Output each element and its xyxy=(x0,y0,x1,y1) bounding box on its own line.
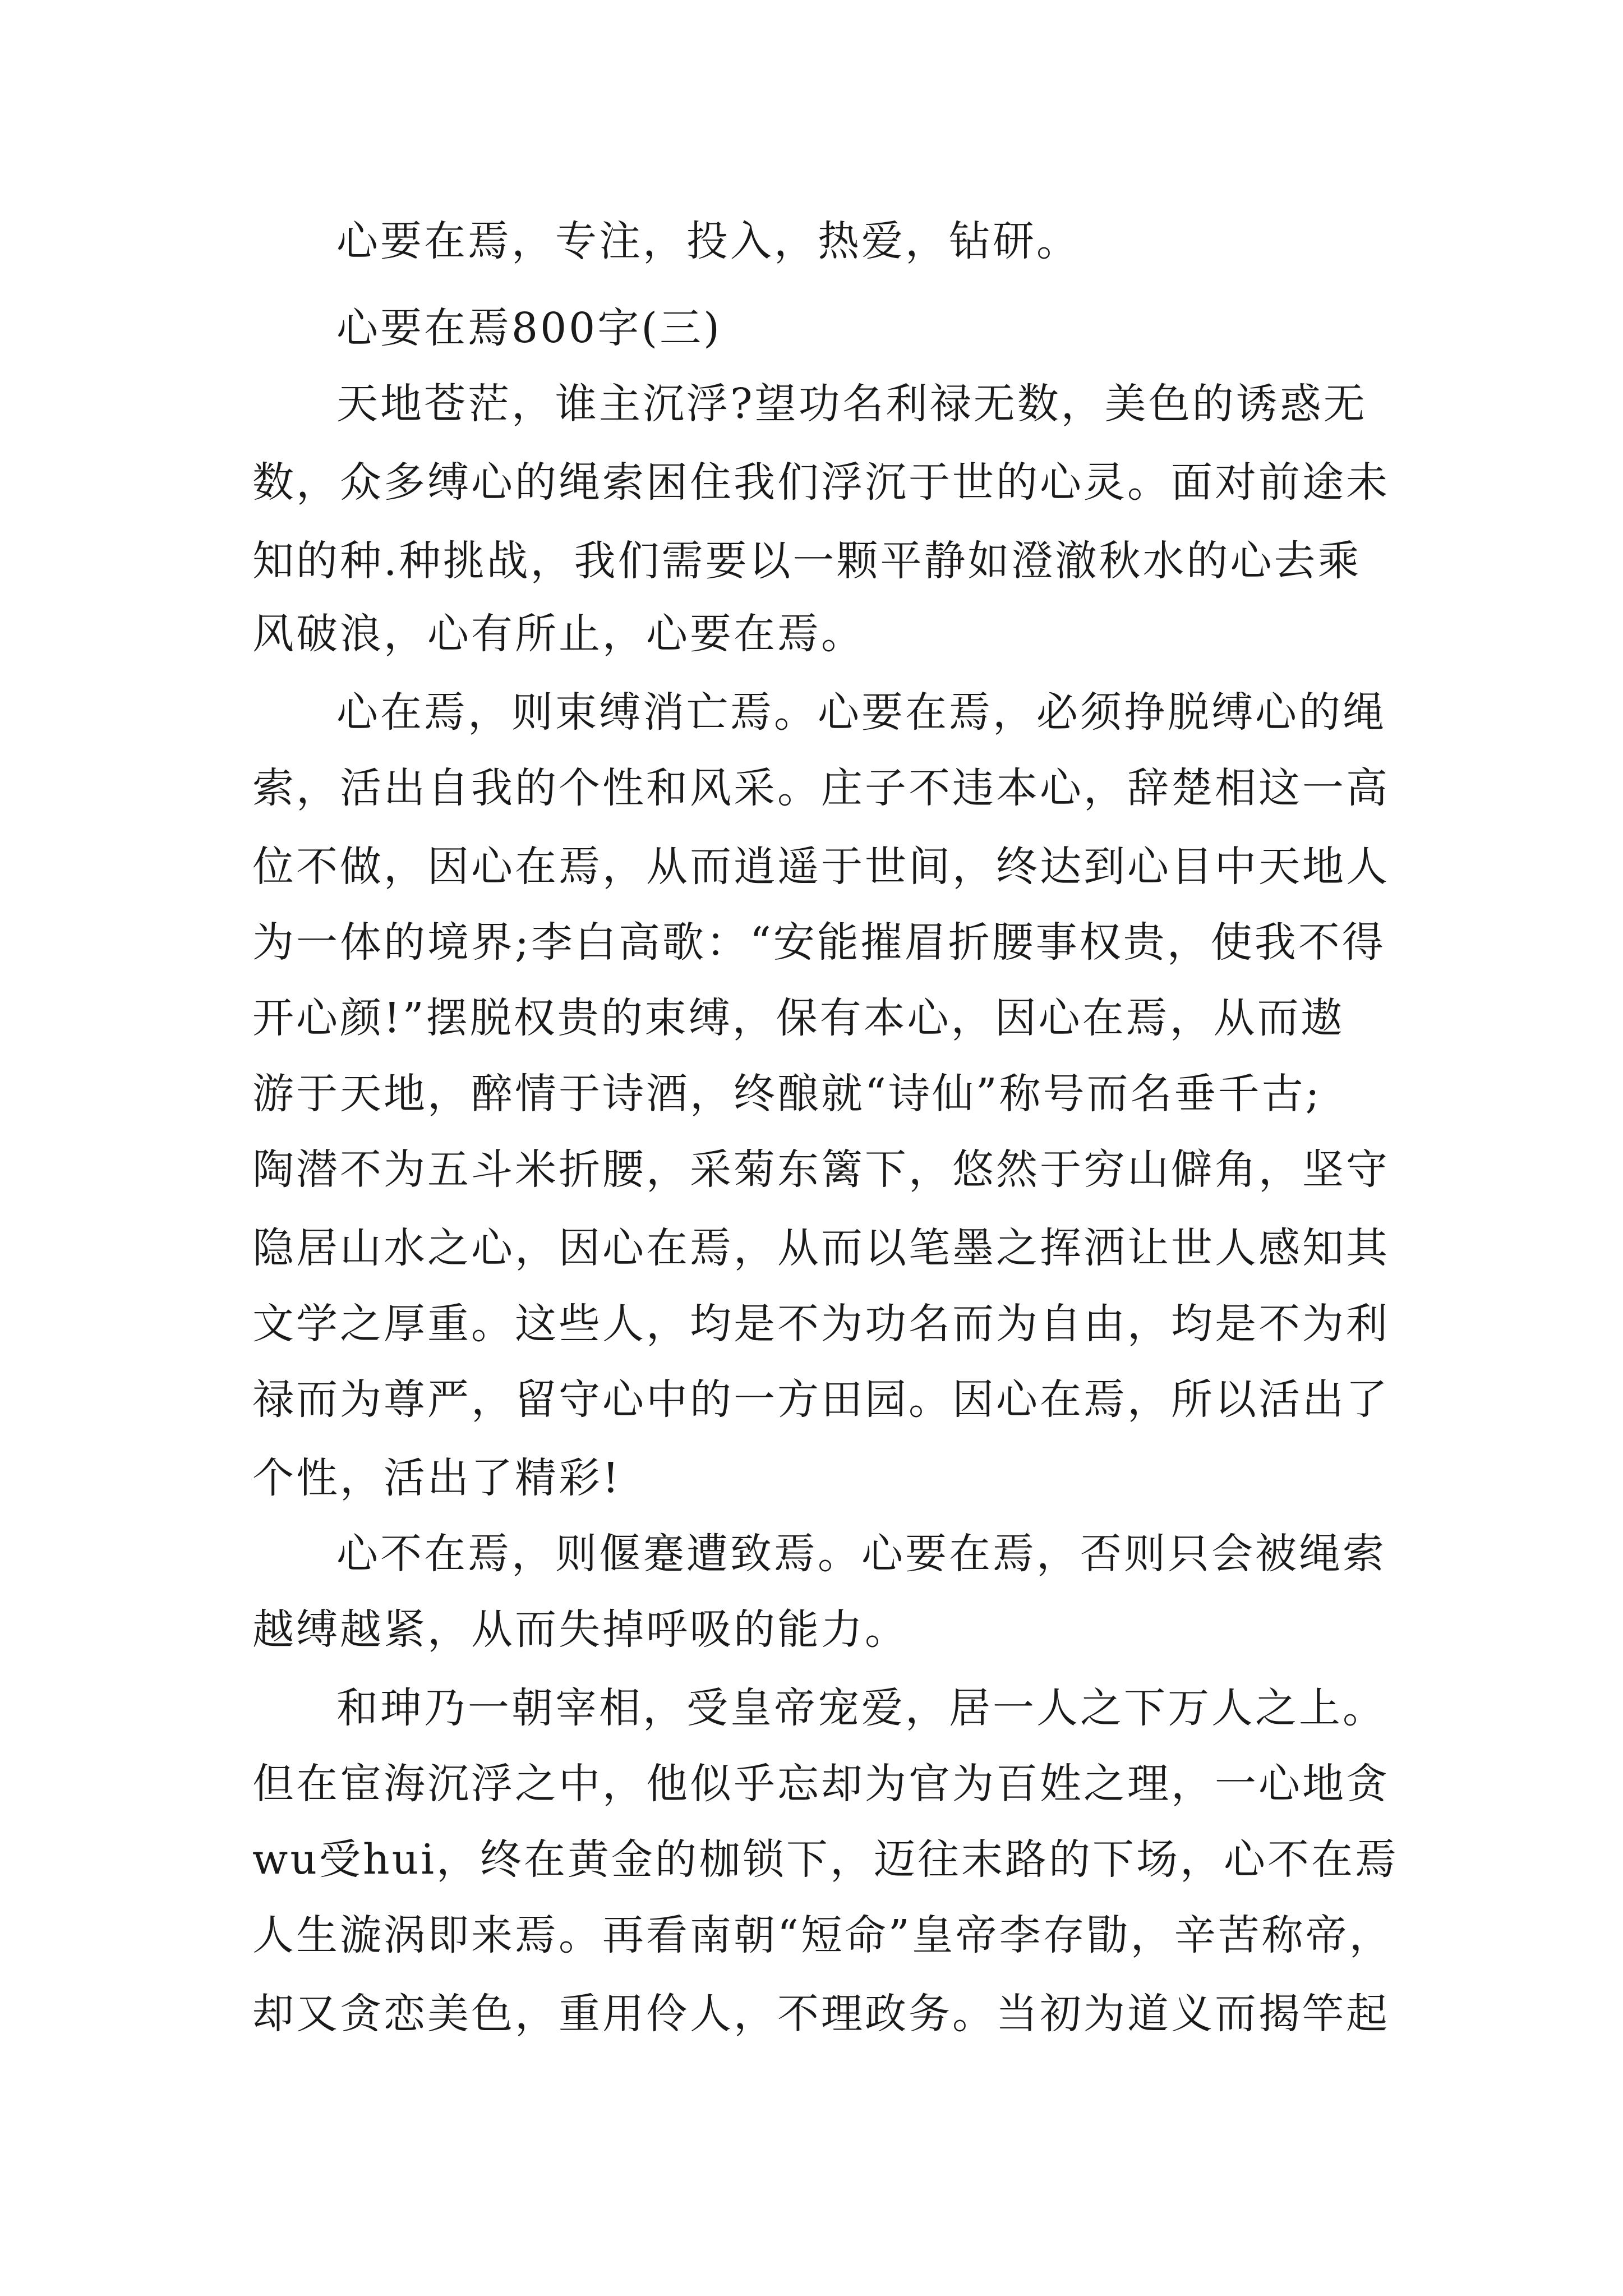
paragraph-line: 陶潜不为五斗米折腰，采菊东篱下，悠然于穷山僻角，坚守 xyxy=(252,1145,1390,1194)
paragraph-line: 心在焉，则束缚消亡焉。心要在焉，必须挣脱缚心的绳 xyxy=(336,688,1386,737)
paragraph-line: 知的种.种挑战，我们需要以一颗平静如澄澈秋水的心去乘 xyxy=(252,537,1362,585)
paragraph-line: 风破浪，心有所止，心要在焉。 xyxy=(252,610,865,658)
paragraph-line: 越缚越紧，从而失掉呼吸的能力。 xyxy=(252,1605,909,1654)
section-heading: 心要在焉800字(三) xyxy=(336,304,722,352)
paragraph-line: 文学之厚重。这些人，均是不为功名而为自由，均是不为利 xyxy=(252,1300,1390,1348)
paragraph-line: 隐居山水之心，因心在焉，从而以笔墨之挥洒让世人感知其 xyxy=(252,1224,1390,1272)
paragraph-line: wu受hui，终在黄金的枷锁下，迈往末路的下场，心不在焉 xyxy=(252,1835,1399,1884)
paragraph-line: 心要在焉，专注，投入，热爱，钻研。 xyxy=(336,217,1080,265)
paragraph-line: 游于天地，醉情于诗酒，终酿就“诗仙”称号而名垂千古; xyxy=(252,1070,1322,1118)
paragraph-line: 位不做，因心在焉，从而逍遥于世间，终达到心目中天地人 xyxy=(252,843,1390,891)
paragraph-line: 但在宦海沉浮之中，他似乎忘却为官为百姓之理，一心地贪 xyxy=(252,1760,1390,1808)
paragraph-line: 却又贪恋美色，重用伶人，不理政务。当初为道义而揭竿起 xyxy=(252,1990,1390,2038)
paragraph-line: 索，活出自我的个性和风采。庄子不违本心，辞楚相这一高 xyxy=(252,764,1390,812)
paragraph-line: 禄而为尊严，留守心中的一方田园。因心在焉，所以活出了 xyxy=(252,1375,1390,1424)
paragraph-line: 人生漩涡即来焉。再看南朝“短命”皇帝李存勖，辛苦称帝， xyxy=(252,1911,1393,1959)
paragraph-line: 心不在焉，则偃蹇遭致焉。心要在焉，否则只会被绳索 xyxy=(336,1530,1386,1578)
paragraph-line: 为一体的境界;李白高歌：“安能摧眉折腰事权贵，使我不得 xyxy=(252,918,1386,967)
paragraph-line: 数，众多缚心的绳索困住我们浮沉于世的心灵。面对前途未 xyxy=(252,458,1390,507)
paragraph-line: 开心颜!”摆脱权贵的束缚，保有本心，因心在焉，从而遨 xyxy=(252,994,1345,1042)
paragraph-line: 个性，活出了精彩! xyxy=(252,1454,621,1502)
paragraph-line: 天地苍茫，谁主沉浮?望功名利禄无数，美色的诱惑无 xyxy=(336,380,1367,428)
paragraph-line: 和珅乃一朝宰相，受皇帝宠爱，居一人之下万人之上。 xyxy=(336,1684,1386,1732)
